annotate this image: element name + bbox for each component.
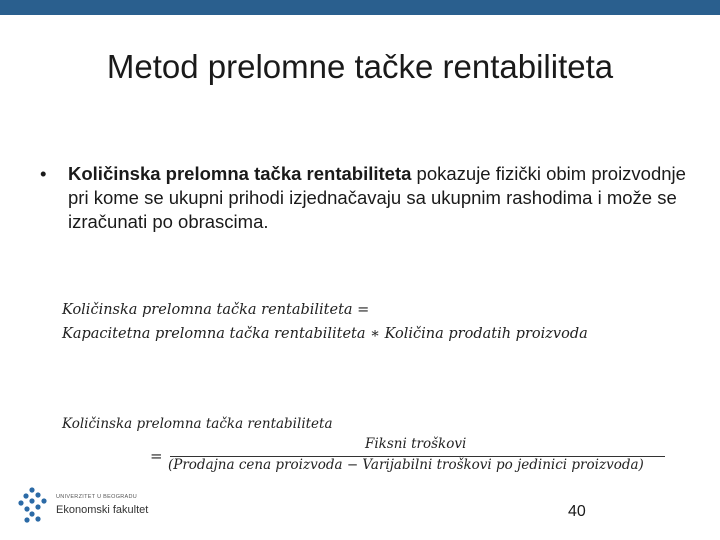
page-number: 40 (568, 503, 586, 520)
logo-faculty-name: Ekonomski fakultet (56, 504, 149, 516)
top-bar (0, 0, 720, 15)
formula2-denominator: (Prodajna cena proizvoda − Varijabilni troškovi po jedinici proizvoda) (168, 457, 644, 473)
slide-title: Metod prelomne tačke rentabiliteta (106, 48, 614, 85)
bullet-text (68, 162, 708, 234)
bullet-dot: • (40, 163, 47, 184)
formula2-lhs: Količinska prelomna tačka rentabiliteta (62, 416, 333, 432)
formula1-line2: Kapacitetna prelomna tačka rentabiliteta ∗ Količina prodatih proizvoda (62, 326, 588, 342)
formula1-line1: Količinska prelomna tačka rentabiliteta = (62, 302, 370, 318)
formula2-numerator: Fiksni troškovi (365, 436, 467, 452)
formula2-equals: = (150, 447, 163, 465)
logo-dots-icon (18, 486, 58, 526)
bullet-bold-term: Količinska prelomna tačka rentabiliteta (68, 163, 412, 184)
bullet-body: pokazuje fizički obim proizvodnje pri kome se ukupni prihodi izjednačavaju sa ukupnim rashodima i može se izračunati po obrascima. (68, 163, 686, 232)
logo-university-text: UNIVERZITET U BEOGRADU (56, 494, 138, 500)
